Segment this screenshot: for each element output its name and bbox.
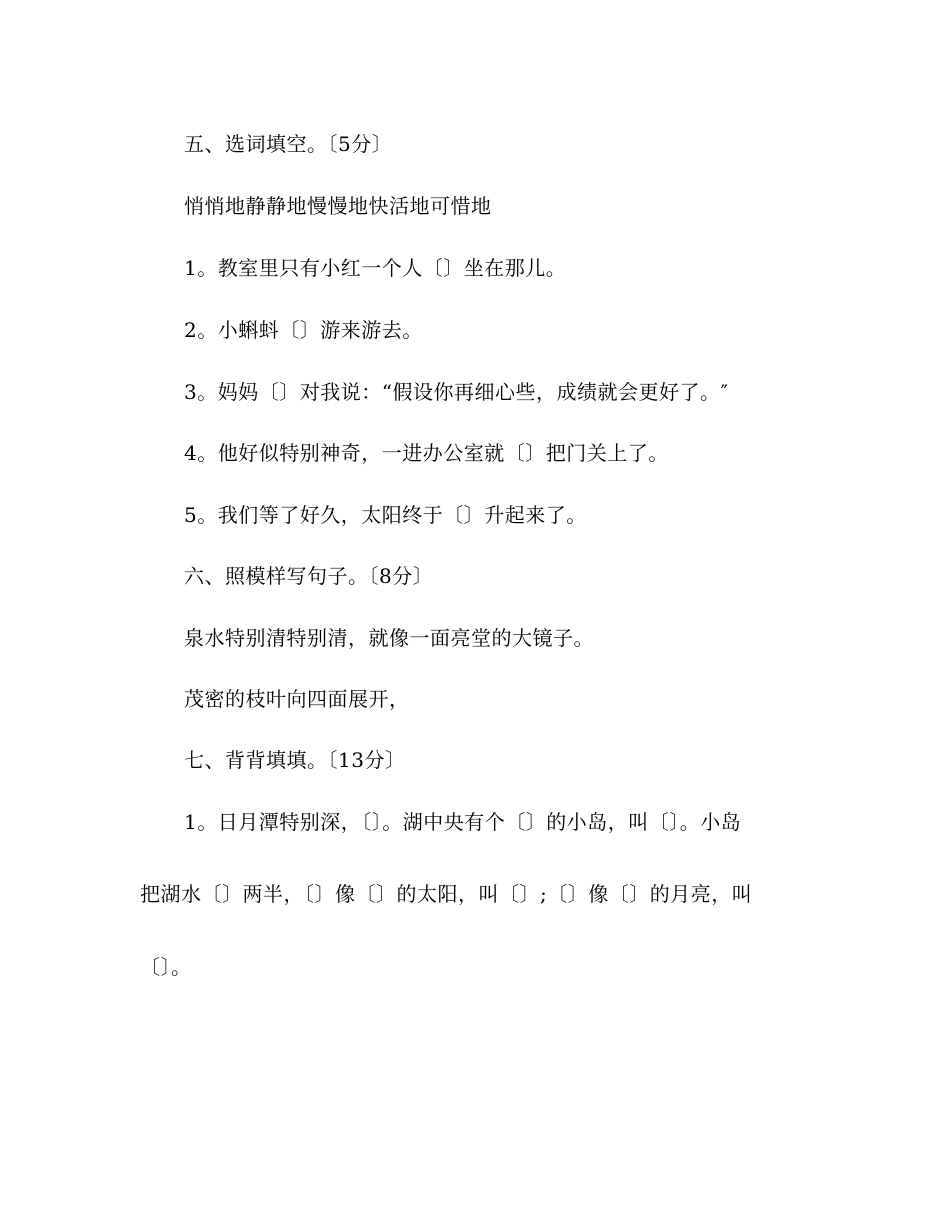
section5-item-3: 3。妈妈〔〕对我说：“假设你再细心些，成绩就会更好了。″ [184,380,729,404]
section5-item-2: 2。小蝌蚪〔〕游来游去。 [184,318,423,342]
word-bank: 悄悄地静静地慢慢地快活地可惜地 [184,194,492,218]
section7-heading: 七、背背填填。〔13分〕 [184,748,406,772]
section5-item-5: 5。我们等了好久，太阳终于〔〕升起来了。 [184,503,587,527]
section7-item1-line1: 1。日月潭特别深，〔〕。湖中央有个〔〕的小岛，叫〔〕。小岛 [184,810,742,834]
section7-item1-line3: 〔〕。 [140,955,192,979]
section6-example: 泉水特别清特别清，就像一面亮堂的大镜子。 [184,626,594,650]
section5-heading: 五、选词填空。〔5分〕 [184,132,393,156]
section5-item-4: 4。他好似特别神奇，一进办公室就〔〕把门关上了。 [184,441,669,465]
section7-item1-line2: 把湖水〔〕两半，〔〕像〔〕的太阳，叫〔〕;〔〕像〔〕的月亮，叫 [140,882,753,906]
section6-prompt: 茂密的枝叶向四面展开， [184,687,410,711]
section5-item-1: 1。教室里只有小红一个人〔〕坐在那儿。 [184,256,567,280]
section6-heading: 六、照模样写句子。〔8分〕 [184,564,434,588]
